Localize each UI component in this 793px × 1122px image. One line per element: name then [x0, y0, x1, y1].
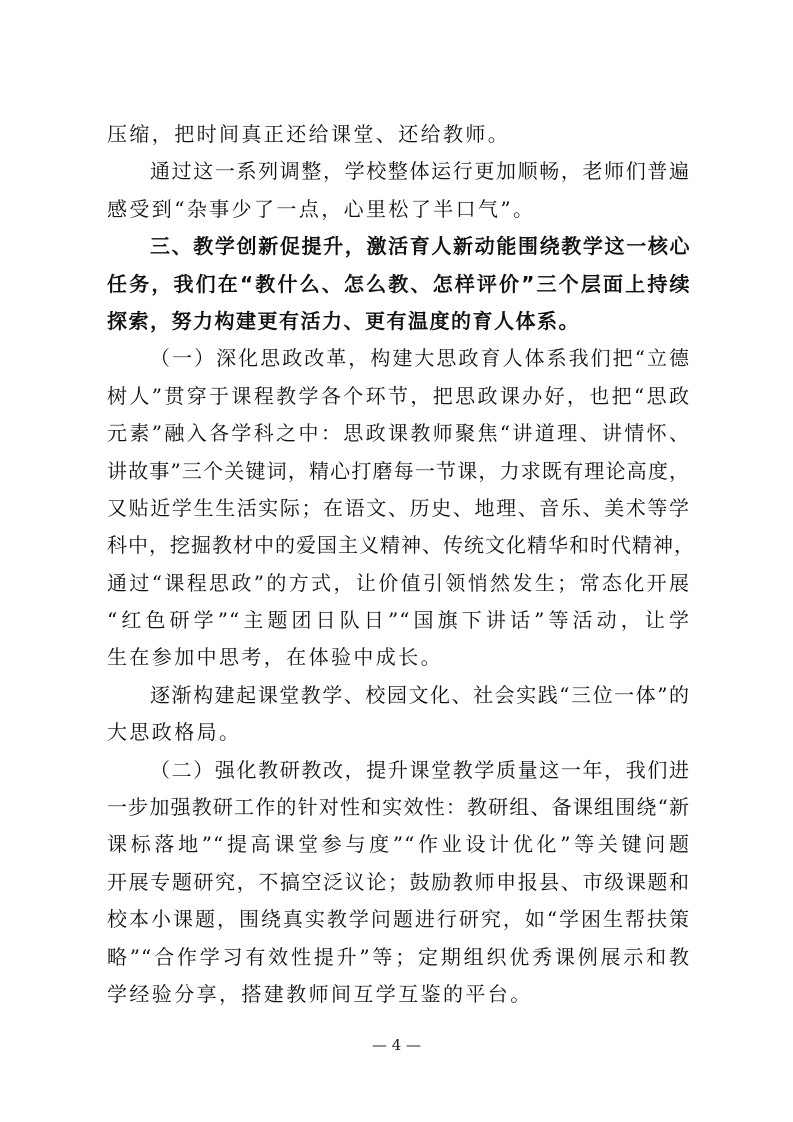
paragraph: [107, 752, 690, 1014]
text-line: （二）强化教研教改，提升课堂教学质量这一年，我们进: [150, 757, 690, 782]
text-line: 略”“合作学习有效性提升”等；定期组织优秀课例展示和教: [107, 944, 690, 969]
text-line: 大思政格局。: [107, 720, 242, 745]
text-line: 探索，努力构建更有活力、更有温度的育人体系。: [107, 308, 580, 333]
document-body: [107, 116, 695, 1013]
text-line: 校本小课题，围绕真实教学问题进行研究，如“学困生帮扶策: [107, 907, 690, 932]
text-line: 讲故事”三个关键词，精心打磨每一节课，力求既有理论高度，: [107, 458, 690, 483]
text-line: 通过这一系列调整，学校整体运行更加顺畅，老师们普遍: [150, 159, 690, 184]
text-line: 开展专题研究，不搞空泛议论；鼓励教师申报县、市级课题和: [107, 869, 690, 894]
text-line: 学经验分享，搭建教师间互学互鉴的平台。: [107, 981, 533, 1006]
paragraph: [107, 677, 690, 752]
page-number: — 4 —: [371, 1036, 422, 1054]
text-line: 生在参加中思考，在体验中成长。: [107, 645, 443, 670]
text-line: 又贴近学生生活实际；在语文、历史、地理、音乐、美术等学: [107, 495, 690, 520]
text-line: 感受到“杂事少了一点，心里松了半口气”。: [107, 196, 536, 221]
text-line: 一步加强教研工作的针对性和实效性：教研组、备课组围绕“新: [107, 795, 690, 820]
text-line: （一）深化思政改革，构建大思政育人体系我们把“立德: [150, 346, 690, 371]
paragraph: [107, 340, 695, 677]
text-line: “红色研学”“主题团日队日”“国旗下讲话”等活动，让学: [107, 608, 690, 633]
text-line: 通过“课程思政”的方式，让价值引领悄然发生；常态化开展: [107, 570, 690, 595]
text-line: 压缩，把时间真正还给课堂、还给教师。: [107, 122, 511, 146]
text-line: 树人”贯穿于课程教学各个环节，把思政课办好，也把“思政: [107, 383, 690, 408]
paragraph: [107, 153, 690, 228]
text-line: 科中，挖掘教材中的爱国主义精神、传统文化精华和时代精神，: [107, 533, 695, 558]
section-heading: [107, 228, 690, 340]
text-line: 任务，我们在“教什么、怎么教、怎样评价”三个层面上持续: [107, 271, 690, 296]
paragraph: [107, 116, 690, 153]
text-line: 逐渐构建起课堂教学、校园文化、社会实践“三位一体”的: [150, 682, 690, 707]
text-line: 三、教学创新促提升，激活育人新动能围绕教学这一核心: [150, 234, 690, 259]
text-line: 元素”融入各学科之中：思政课教师聚焦“讲道理、讲情怀、: [107, 421, 690, 446]
text-line: 课标落地”“提高课堂参与度”“作业设计优化”等关键问题: [107, 832, 690, 857]
